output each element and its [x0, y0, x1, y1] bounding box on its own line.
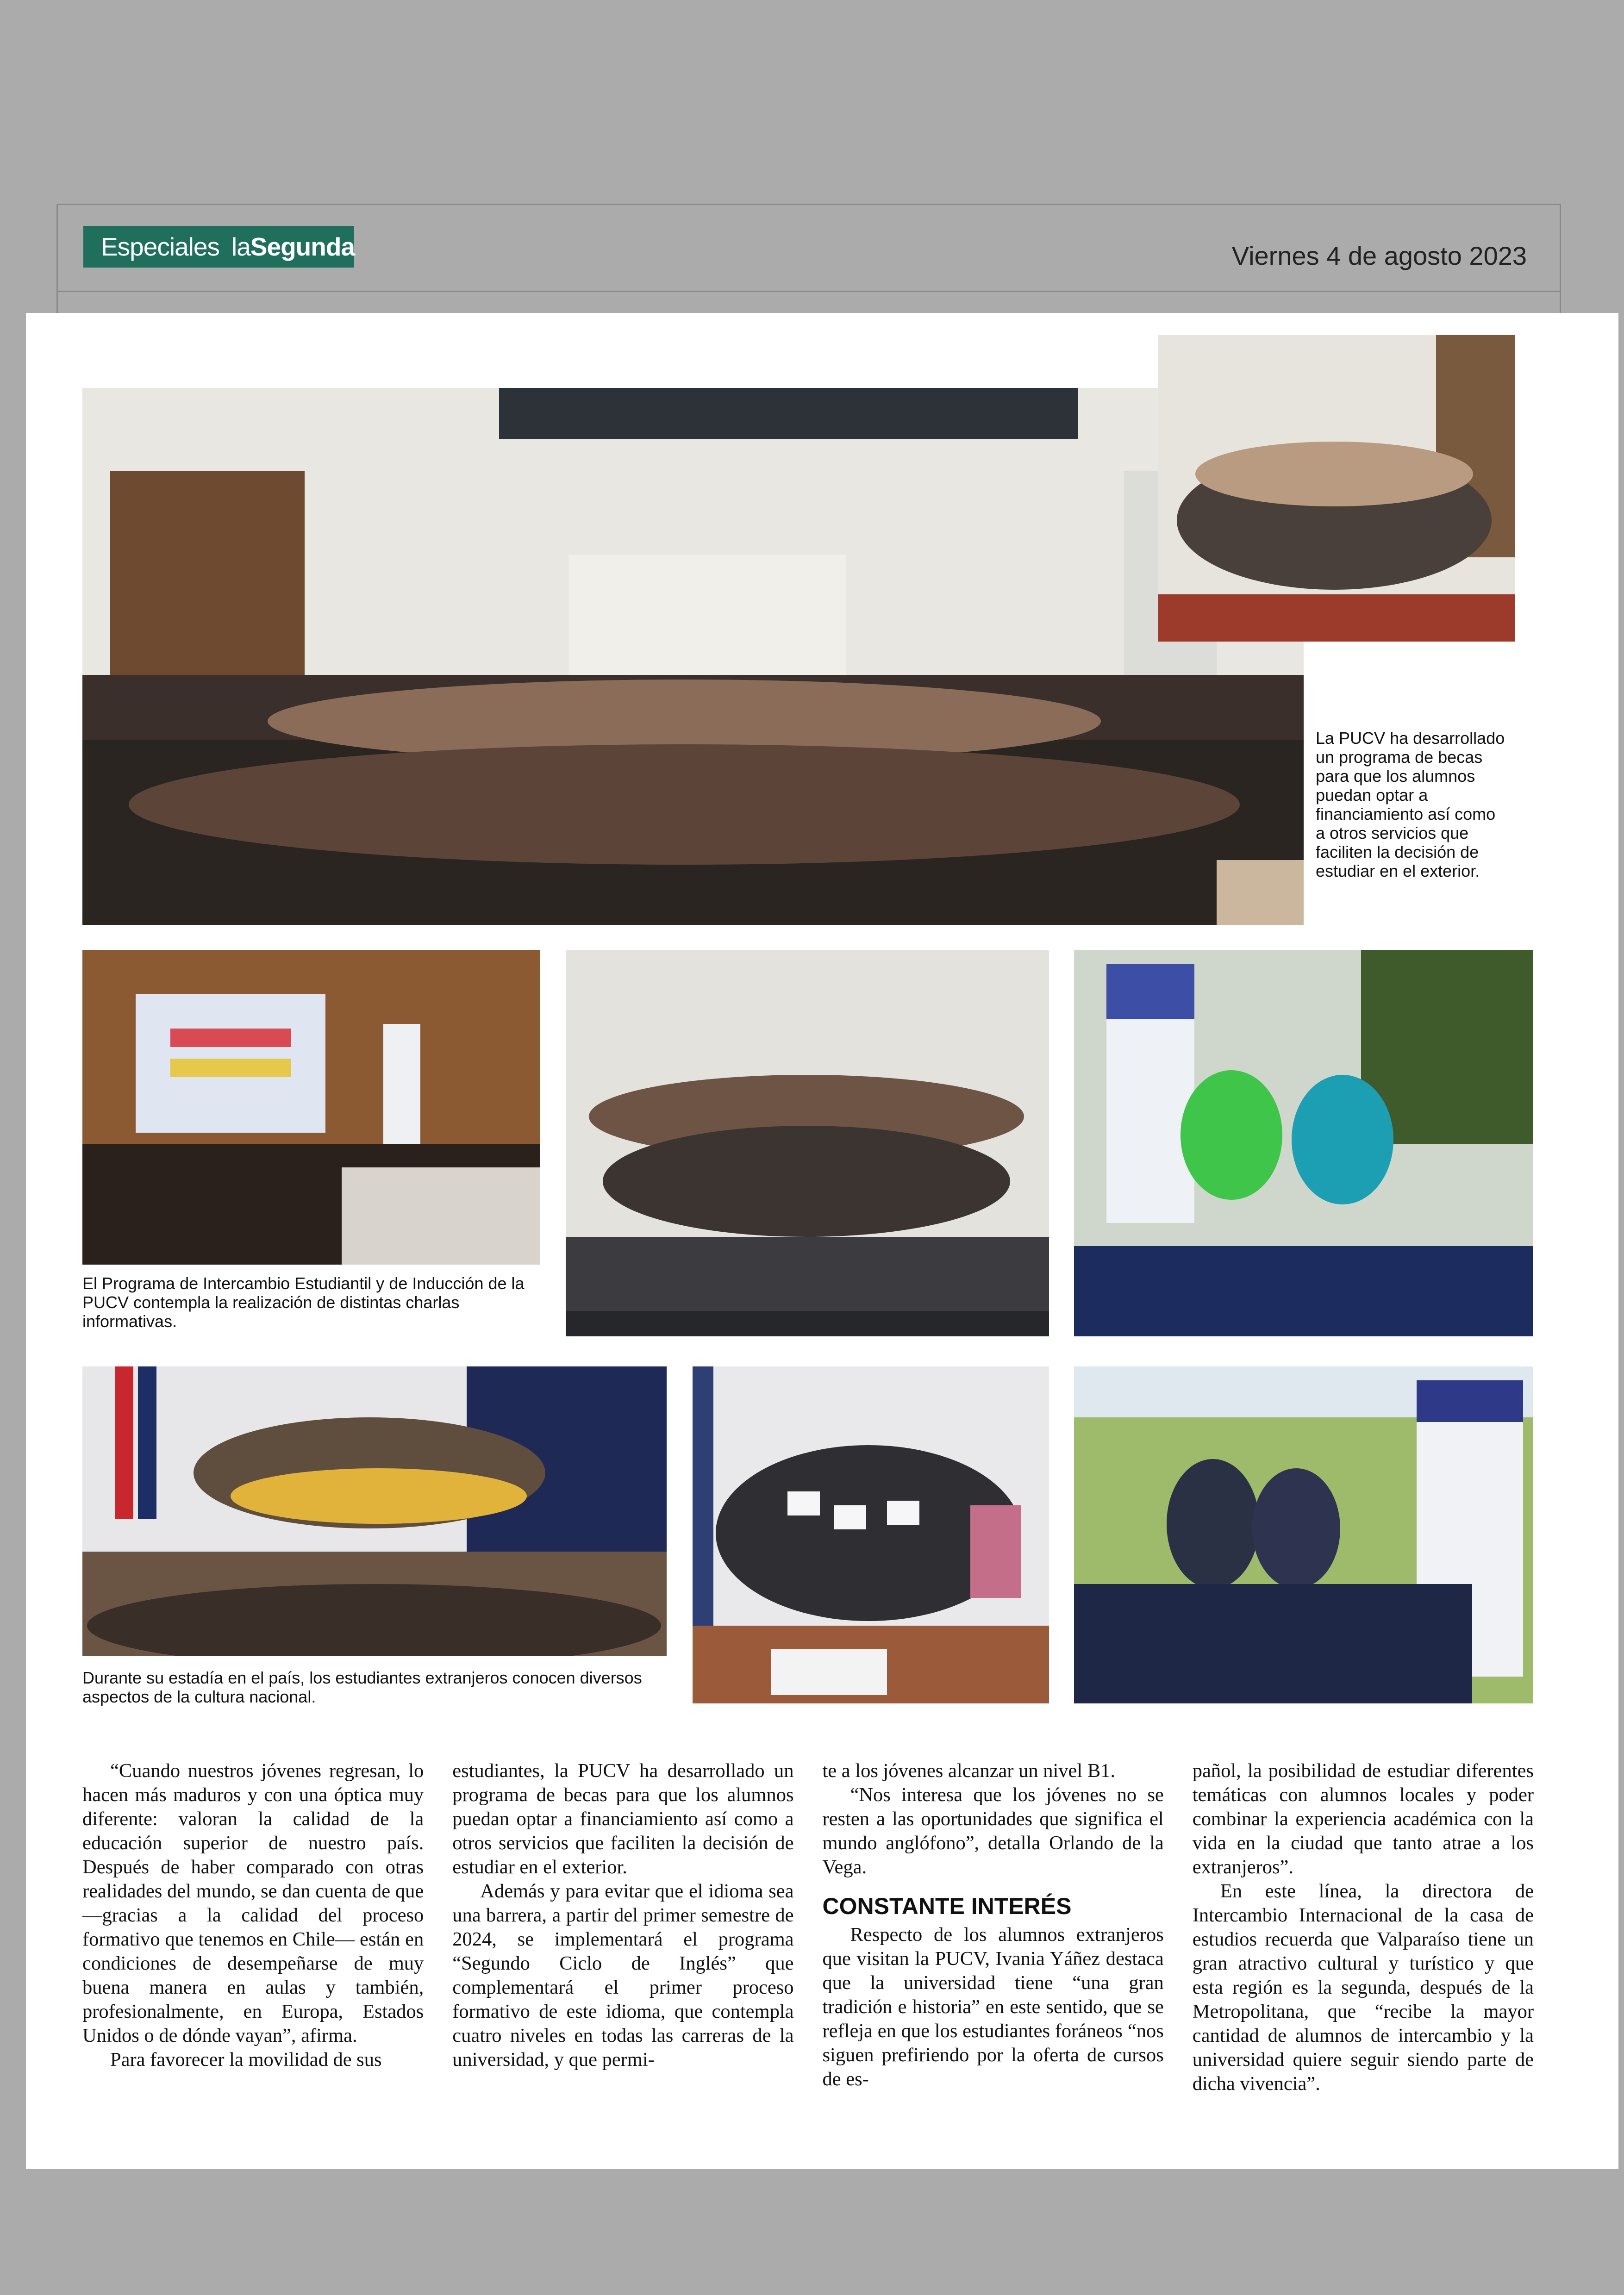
article-column-2	[452, 1759, 793, 2102]
certificate-group-photo	[693, 1366, 1049, 1703]
header-divider	[56, 291, 1561, 292]
folk-dance-photo	[82, 1366, 667, 1656]
subheading: CONSTANTE INTERÉS	[822, 1893, 1072, 1919]
brand-logo	[83, 226, 354, 268]
paragraph: pañol, la posibilidad de estudiar diferentes temáticas con alumnos locales y poder combinar la experiencia académica con la vida en la ciudad que tanto atrae a los extranjeros”.	[1192, 1760, 1534, 1878]
corridor-group-photo	[1158, 335, 1515, 642]
classroom-group-photo	[566, 950, 1049, 1336]
article-column-4	[1193, 1759, 1534, 2102]
outdoor-booth-photo	[1074, 1366, 1533, 1703]
paragraph: Además y para evitar que el idioma sea una barrera, a partir del primer semestre de 2024, se implementará el programa “Segundo Ciclo de Inglés” que complementará el primer proceso formativo de este idioma, que contempla cuatro niveles en todas las carreras de la universidad, y que permi-	[452, 1880, 794, 2070]
article-column-3	[823, 1759, 1164, 2102]
article-column-1	[82, 1759, 424, 2102]
paragraph: te a los jóvenes alcanzar un nivel B1.	[822, 1760, 1116, 1782]
caption-scholarships: La PUCV ha desarrollado un programa de becas para que los alumnos puedan optar a financiamiento así como a otros servicios que faciliten la decisión de estudiar en el exterior.	[1316, 729, 1505, 880]
info-booth-photo	[1074, 950, 1533, 1336]
article-body	[82, 1759, 1534, 2102]
presentation-talk-photo	[82, 950, 540, 1265]
caption-culture: Durante su estadía en el país, los estudiantes extranjeros conocen diversos aspectos de la cultura nacional.	[82, 1668, 642, 1706]
paragraph: “Cuando nuestros jóvenes regresan, lo hacen más maduros y con una óptica muy diferente: valoran la calidad de la educación superior de nuestro país. Después de haber comparado con otras realidades del mundo, se dan cuenta de que —gracias a la calidad del proceso formativo que tenemos en Chile— están en condiciones de desempeñarse de muy buena manera en aulas y también, profesionalmente, en Europa, Estados Unidos o de dónde vayan”, afirma.	[82, 1760, 424, 2046]
caption-talks: El Programa de Intercambio Estudiantil y de Inducción de la PUCV contempla la realización de distintas charlas informativas.	[82, 1274, 525, 1331]
paragraph: estudiantes, la PUCV ha desarrollado un programa de becas para que los alumnos puedan optar a financiamiento así como a otros servicios que faciliten la decisión de estudiar en el exterior.	[452, 1760, 794, 1878]
paragraph: “Nos interesa que los jóvenes no se resten a las oportunidades que significa el mundo anglófono”, detalla Orlando de la Vega.	[822, 1784, 1164, 1878]
brand-lasegunda: laSegunda	[231, 232, 355, 261]
issue-date: Viernes 4 de agosto 2023	[1231, 241, 1527, 270]
paragraph: En este línea, la directora de Intercambio Internacional de la casa de estudios recuerda que Valparaíso tiene un gran atractivo cultural y turístico y que esta región es la segunda, después de la Metropolitana, que “recibe la mayor cantidad de alumnos de intercambio y la universidad quiere seguir siendo parte de dicha vivencia”.	[1192, 1880, 1534, 2095]
paragraph: Para favorecer la movilidad de sus	[110, 2049, 382, 2070]
brand-especiales: Especiales	[101, 232, 219, 261]
paragraph: Respecto de los alumnos extranjeros que visitan la PUCV, Ivania Yáñez destaca que la universidad tiene “una gran tradición e historia” en este sentido, que se refleja en que los estudiantes foráneos “nos siguen prefiriendo por la oferta de cursos de es-	[822, 1924, 1164, 2090]
auditorium-group-photo	[82, 388, 1304, 925]
